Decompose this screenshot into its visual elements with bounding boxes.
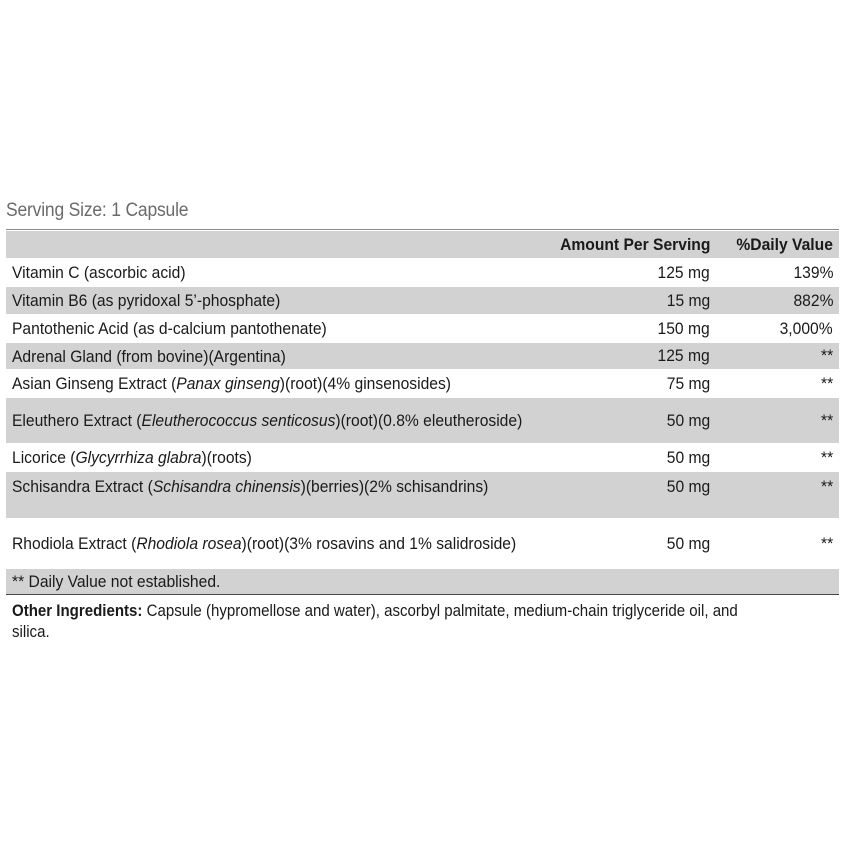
ingredient-name: Schisandra Extract (Schisandra chinensis)(berries)(2% schisandrins) xyxy=(12,477,489,496)
table-row xyxy=(6,286,839,314)
other-ingredients xyxy=(12,600,773,642)
ingredient-name: Pantothenic Acid (as d-calcium pantothenate) xyxy=(12,319,327,338)
ingredient-name: Vitamin C (ascorbic acid) xyxy=(12,263,186,282)
ingredient-daily-value: ** xyxy=(820,373,833,393)
ingredient-name: Adrenal Gland (from bovine)(Argentina) xyxy=(12,346,286,366)
ingredient-amount: 150 mg xyxy=(657,318,710,338)
ingredient-daily-value: ** xyxy=(820,447,833,467)
ingredient-amount: 50 mg xyxy=(666,410,710,430)
ingredient-daily-value: ** xyxy=(820,477,833,496)
ingredient-amount: 125 mg xyxy=(657,262,710,282)
ingredient-name: Rhodiola Extract (Rhodiola rosea)(root)(3% rosavins and 1% salidroside) xyxy=(12,534,517,553)
ingredient-daily-value: ** xyxy=(820,346,833,365)
ingredient-amount: 50 mg xyxy=(666,533,710,553)
supplement-facts-table xyxy=(6,229,839,595)
ingredient-amount: 75 mg xyxy=(666,373,710,393)
header-daily-value: %Daily Value xyxy=(736,234,833,254)
table-row xyxy=(6,443,839,471)
serving-size: Serving Size: 1 Capsule xyxy=(6,200,189,221)
ingredient-amount: 50 mg xyxy=(666,477,710,496)
table-row xyxy=(6,258,839,286)
table-row xyxy=(6,369,839,397)
table-header-row xyxy=(6,230,839,258)
table-row xyxy=(6,518,839,568)
ingredient-daily-value: 3,000% xyxy=(779,318,833,338)
ingredient-amount: 50 mg xyxy=(666,447,710,467)
table-row xyxy=(6,314,839,342)
table-row xyxy=(6,342,839,369)
ingredient-amount: 15 mg xyxy=(666,290,710,310)
other-ingredients-label: Other Ingredients: xyxy=(12,601,143,620)
ingredient-name: Vitamin B6 (as pyridoxal 5’-phosphate) xyxy=(12,291,281,310)
footnote-row xyxy=(6,568,839,594)
ingredient-daily-value: ** xyxy=(820,533,833,553)
table-row xyxy=(6,397,839,443)
other-ingredients-text: Capsule (hypromellose and water), ascorbyl palmitate, medium-chain triglyceride oil, and silica. xyxy=(12,601,738,641)
ingredient-name: Asian Ginseng Extract (Panax ginseng)(root)(4% ginsenosides) xyxy=(12,374,452,393)
header-name xyxy=(6,235,546,254)
ingredient-daily-value: ** xyxy=(820,410,833,430)
ingredient-amount: 125 mg xyxy=(657,346,710,365)
table-row xyxy=(6,471,839,518)
ingredient-name: Eleuthero Extract (Eleutherococcus senticosus)(root)(0.8% eleutheroside) xyxy=(12,411,523,430)
ingredient-daily-value: 139% xyxy=(792,262,833,282)
ingredient-daily-value: 882% xyxy=(792,290,833,310)
ingredient-name: Licorice (Glycyrrhiza glabra)(roots) xyxy=(12,448,252,467)
header-amount: Amount Per Serving xyxy=(559,234,710,254)
footnote: ** Daily Value not established. xyxy=(12,572,221,591)
